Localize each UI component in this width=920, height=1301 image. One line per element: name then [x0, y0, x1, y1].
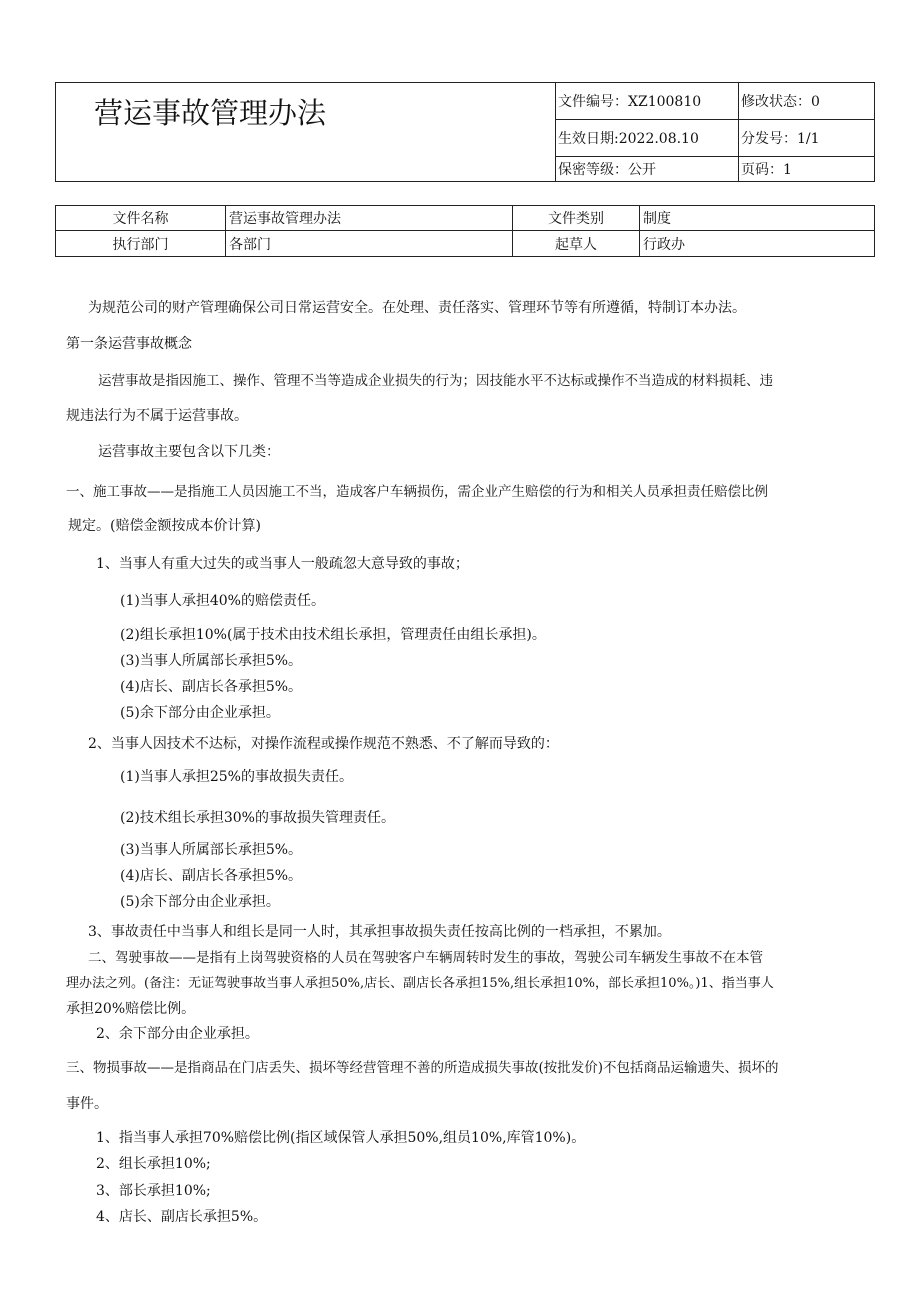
dept-label: 执行部门: [56, 231, 226, 257]
section-2-line-3: 承担20%赔偿比例。: [66, 1001, 196, 1017]
definition-line-2: 规违法行为不属于运营事故。: [66, 408, 248, 424]
dept-value: 各部门: [226, 231, 513, 257]
section-1-clause-2-item-5: (5)余下部分由企业承担。: [120, 894, 280, 910]
file-category-label: 文件类别: [513, 206, 640, 231]
section-1-clause-2: 2、当事人因技术不达标，对操作流程或操作规范不熟悉、不了解而导致的：: [88, 736, 559, 752]
document-title: 营运事故管理办法: [56, 83, 556, 182]
section-1-line-1: 一、施工事故——是指施工人员因施工不当，造成客户车辆损伤，需企业产生赔偿的行为和相关人员承担责任赔偿比例: [66, 484, 768, 500]
section-1-clause-1-item-4: (4)店长、副店长各承担5%。: [120, 679, 303, 695]
revision-status: 修改状态：0: [739, 83, 875, 120]
definition-line-1: 运营事故是指因施工、操作、管理不当等造成企业损失的行为；因技能水平不达标或操作不当造成的材料损耗、违: [98, 373, 773, 389]
drafter-value: 行政办: [640, 231, 875, 257]
section-3-clause-2: 2、组长承担10%;: [96, 1156, 211, 1172]
section-2-clause-2: 2、余下部分由企业承担。: [96, 1026, 259, 1042]
section-1-clause-2-item-2: (2)技术组长承担30%的事故损失管理责任。: [120, 810, 395, 826]
section-3-line-1: 三、物损事故——是指商品在门店丢失、损坏等经营管理不善的所造成损失事故(按批发价)不包括商品运输遗失、损坏的: [66, 1060, 779, 1076]
effective-date: 生效日期:2022.08.10: [556, 120, 739, 157]
section-3-clause-1: 1、指当事人承担70%赔偿比例(指区域保管人承担50%,组员10%,库管10%)。: [96, 1130, 586, 1146]
info-table: [55, 205, 875, 257]
file-category-value: 制度: [640, 206, 875, 231]
section-3-clause-3: 3、部长承担10%;: [96, 1183, 211, 1199]
doc-number: 文件编号：XZ100810: [556, 83, 739, 120]
page-number: 页码：1: [739, 157, 875, 182]
section-1-clause-2-item-1: (1)当事人承担25%的事故损失责任。: [120, 769, 353, 785]
section-1-clause-1-item-3: (3)当事人所属部长承担5%。: [120, 653, 303, 669]
section-1-clause-1-item-2: (2)组长承担10%(属于技术由技术组长承担，管理责任由组长承担)。: [120, 627, 546, 643]
types-intro: 运营事故主要包含以下几类：: [98, 444, 280, 460]
section-1-clause-1-item-1: (1)当事人承担40%的赔偿责任。: [120, 593, 325, 609]
file-name-label: 文件名称: [56, 206, 226, 231]
distribution-number: 分发号：1/1: [739, 120, 875, 157]
section-1-clause-2-item-4: (4)店长、副店长各承担5%。: [120, 868, 303, 884]
confidentiality-level: 保密等级：公开: [556, 157, 739, 182]
section-1-clause-2-item-3: (3)当事人所属部长承担5%。: [120, 842, 303, 858]
section-1-clause-3: 3、事故责任中当事人和组长是同一人时，其承担事故损失责任按高比例的一档承担，不累加。: [88, 924, 671, 940]
section-2-line-2: 理办法之列。(备注：无证驾驶事故当事人承担50%,店长、副店长各承担15%,组长承担10%，部长承担10%。)1、指当事人: [66, 976, 774, 991]
section-3-line-2: 事件。: [66, 1096, 108, 1112]
section-1-clause-1: 1、当事人有重大过失的或当事人一般疏忽大意导致的事故；: [96, 556, 469, 572]
intro-paragraph: 为规范公司的财产管理确保公司日常运营安全。在处理、责任落实、管理环节等有所遵循，特制订本办法。: [88, 300, 746, 316]
section-2-line-1: 二、驾驶事故——是指有上岗驾驶资格的人员在驾驶客户车辆周转时发生的事故，驾驶公司车辆发生事故不在本管: [88, 950, 763, 966]
article-1-heading: 第一条运营事故概念: [66, 336, 192, 352]
section-1-line-2: 规定。(赔偿金额按成本价计算): [68, 518, 261, 534]
header-table: [55, 82, 875, 182]
section-3-clause-4: 4、店长、副店长承担5%。: [96, 1209, 268, 1225]
drafter-label: 起草人: [513, 231, 640, 257]
file-name-value: 营运事故管理办法: [226, 206, 513, 231]
section-1-clause-1-item-5: (5)余下部分由企业承担。: [120, 705, 280, 721]
